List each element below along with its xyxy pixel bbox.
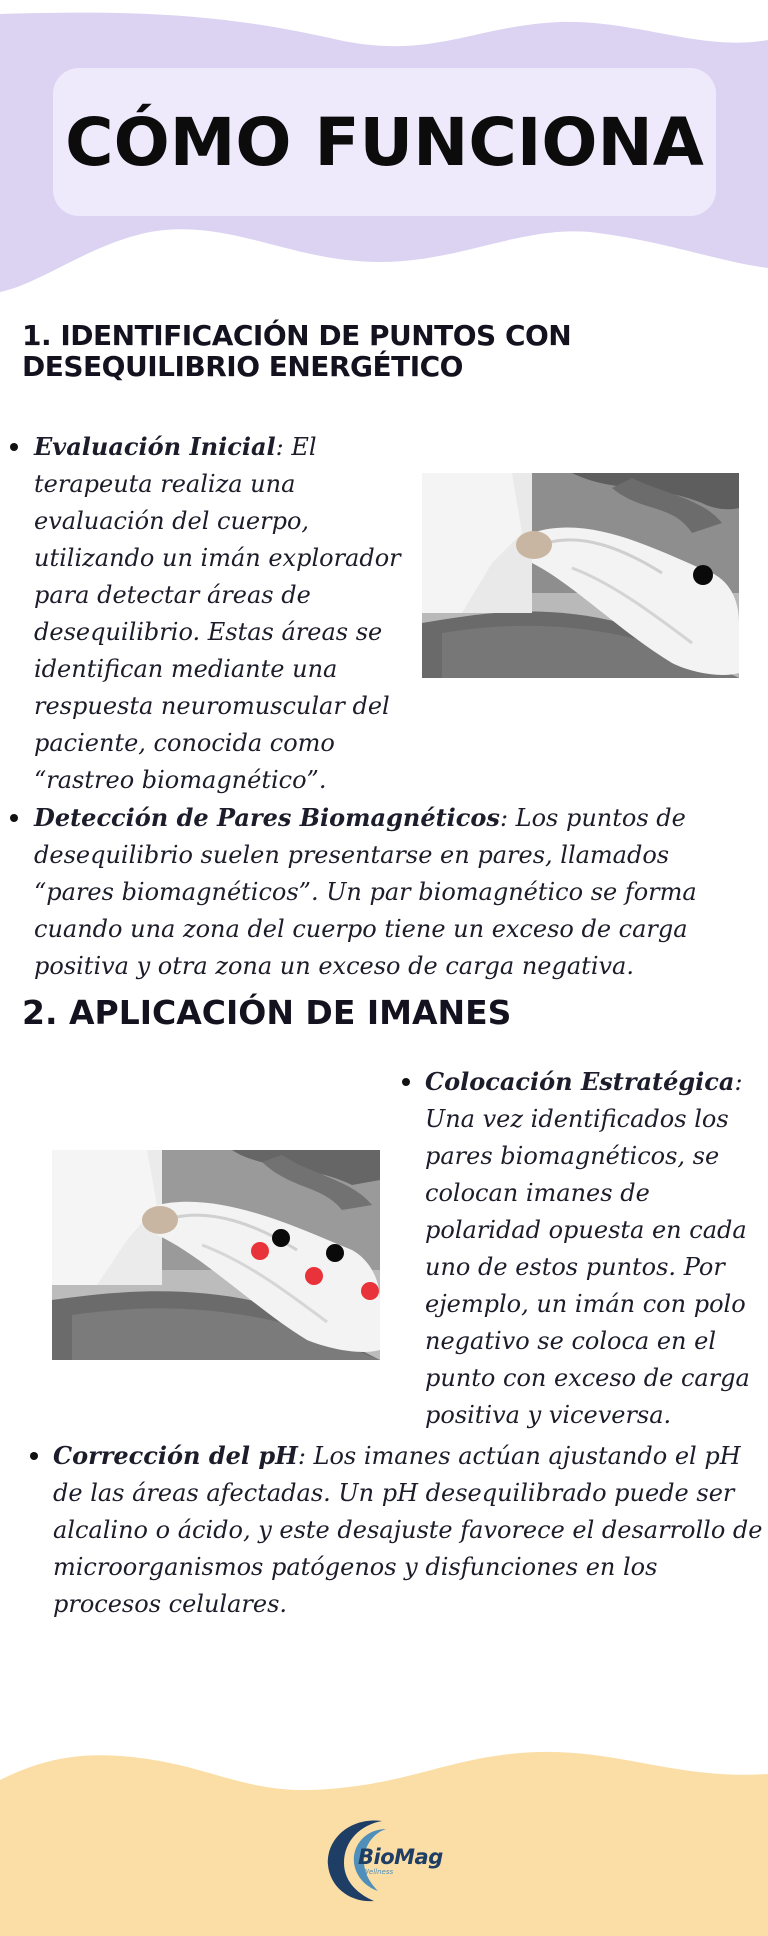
list-item-deteccion [0, 799, 740, 985]
logo-tagline: Wellness [362, 1868, 394, 1876]
term-deteccion-pares: Detección de Pares Biomagnéticos [34, 803, 500, 832]
page-title: CÓMO FUNCIONA [65, 103, 704, 181]
term-correccion-ph: Corrección del pH [53, 1441, 298, 1470]
title-card [53, 68, 716, 216]
section-2-title: 2. APLICACIÓN DE IMANES [22, 993, 512, 1032]
section-1-title: 1. IDENTIFICACIÓN DE PUNTOS CON DESEQUILIBRIO ENERGÉTICO [22, 319, 572, 383]
logo-wordmark: BioMag [358, 1845, 443, 1869]
list-item-correccion-ph [26, 1437, 768, 1623]
section-2-list-continued [26, 1437, 768, 1623]
list-item-colocacion [396, 1063, 764, 1434]
magnet-dot-black [693, 565, 713, 585]
photo-magnet-application [52, 1150, 380, 1360]
magnet-dot-black-2 [326, 1244, 344, 1262]
desc-correccion-ph: : Los imanes actúan ajustando el pH de las áreas afectadas. Un pH desequilibrado puede ser alcalino o ácido, y este desajuste favorece el desarrollo de microorganismos patógenos y disfunciones en los procesos celulares. [53, 1442, 763, 1618]
photo-therapist-scan [422, 473, 739, 678]
magnet-dot-red-3 [361, 1282, 379, 1300]
term-colocacion-estrategica: Colocación Estratégica [425, 1067, 735, 1096]
desc-deteccion-pares: : Los puntos de desequilibrio suelen presentarse en pares, llamados “pares biomagnéticos”. Un par biomagnético se forma cuando una zona del cuerpo tiene un exceso de carga positiva y otra zona un exceso de carga negativa. [34, 804, 697, 980]
magnet-dot-red-1 [251, 1242, 269, 1260]
magnet-dot-black-1 [272, 1229, 290, 1247]
magnet-dot-red-2 [305, 1267, 323, 1285]
desc-evaluacion-inicial: : El terapeuta realiza una evaluación del cuerpo, utilizando un imán explorador para detectar áreas de desequilibrio. Estas áreas se identifican mediante una respuesta neuromuscular del paciente, conocida como “rastreo biomagnético”. [34, 433, 401, 794]
desc-colocacion-estrategica: : Una vez identificados los pares biomagnéticos, se colocan imanes de polaridad opuesta en cada uno de estos puntos. Por ejemplo, un imán con polo negativo se coloca en el punto con exceso de carga positiva y viceversa. [425, 1068, 750, 1429]
term-evaluacion-inicial: Evaluación Inicial [34, 432, 276, 461]
list-item-evaluacion [0, 428, 425, 799]
section-2-list [396, 1063, 764, 1434]
